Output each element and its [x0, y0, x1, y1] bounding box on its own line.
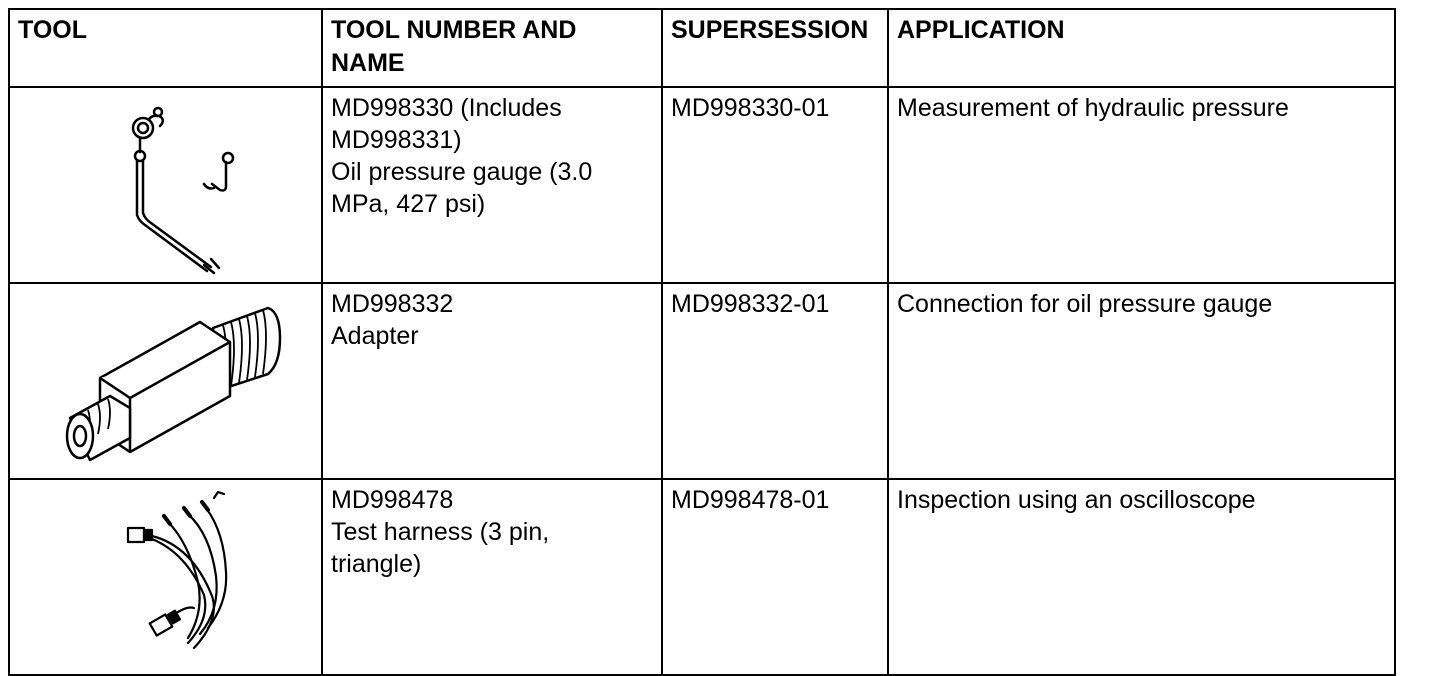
- tool-number-name-cell: [322, 283, 662, 479]
- tool-image-cell: [9, 479, 322, 675]
- tool-name-line: triangle): [331, 550, 422, 578]
- application-cell: Connection for oil pressure gauge: [888, 283, 1395, 479]
- table-row: [9, 479, 1395, 675]
- test-harness-illustration: [18, 484, 331, 670]
- tool-number-line: MD998331): [331, 126, 462, 154]
- tool-image-cell: [9, 283, 322, 479]
- header-row: [9, 9, 1395, 87]
- header-tool-number-and-name: TOOL NUMBER AND NAME: [322, 9, 662, 87]
- header-tool: TOOL: [9, 9, 322, 87]
- oil-pressure-gauge-illustration: [18, 92, 331, 278]
- table-row: [9, 87, 1395, 283]
- tool-number-line: MD998330 (Includes: [331, 94, 562, 122]
- tool-name-line: MPa, 427 psi): [331, 190, 486, 218]
- application-cell: Measurement of hydraulic pressure: [888, 87, 1395, 283]
- tool-name-line: Adapter: [331, 322, 419, 350]
- adapter-illustration: [18, 288, 331, 474]
- tool-name-line: Oil pressure gauge (3.0: [331, 158, 593, 186]
- table-row: [9, 283, 1395, 479]
- tool-image-cell: [9, 87, 322, 283]
- header-application: APPLICATION: [888, 9, 1395, 87]
- tool-name-line: Test harness (3 pin,: [331, 518, 550, 546]
- supersession-cell: MD998330-01: [662, 87, 888, 283]
- tool-number-line: MD998332: [331, 290, 454, 318]
- tool-number-name-cell: [322, 87, 662, 283]
- application-cell: Inspection using an oscilloscope: [888, 479, 1395, 675]
- header-supersession: SUPERSESSION: [662, 9, 888, 87]
- supersession-cell: MD998332-01: [662, 283, 888, 479]
- supersession-cell: MD998478-01: [662, 479, 888, 675]
- special-tools-table: [8, 8, 1396, 676]
- tool-number-line: MD998478: [331, 486, 454, 514]
- tool-number-name-cell: [322, 479, 662, 675]
